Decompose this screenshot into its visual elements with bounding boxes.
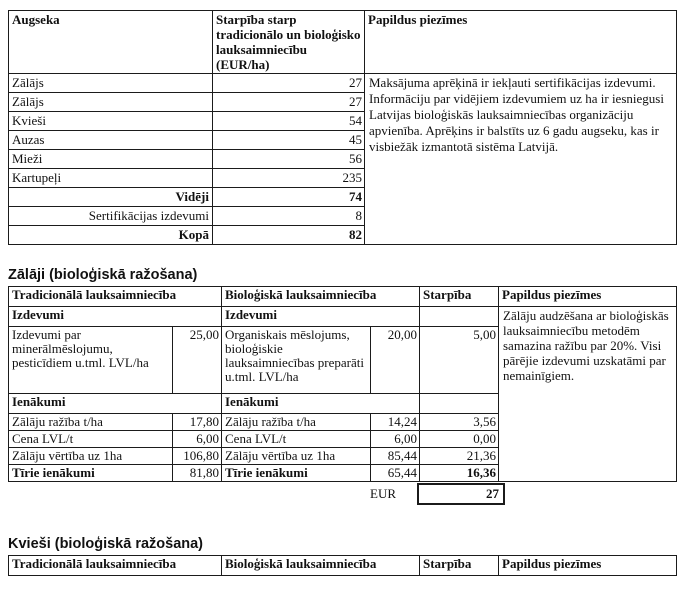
trad-col-header: Tradicionālā lauksaimniecība [9, 556, 222, 576]
crop-value: 27 [213, 93, 365, 112]
izdevumi-trad-label: Izdevumi [9, 307, 222, 327]
net-bio-label: Tīrie ienākumi [222, 465, 371, 482]
net-trad-value: 81,80 [173, 465, 222, 482]
eur-summary-row [8, 482, 676, 508]
total-value: 82 [213, 226, 365, 245]
value-bio-value: 85,44 [371, 448, 420, 465]
yield-bio-label: Zālāju ražība t/ha [222, 414, 371, 431]
net-diff-value: 16,36 [420, 465, 499, 482]
kviesi-header-row [9, 556, 677, 576]
augseka-col-header: Augseka [9, 11, 213, 74]
kviesi-table [8, 555, 677, 576]
eur-label: EUR [370, 486, 396, 501]
yield-trad-label: Zālāju ražība t/ha [9, 414, 173, 431]
crop-label: Zālājs [9, 74, 213, 93]
yield-diff-value: 3,56 [420, 414, 499, 431]
starpiba-col-header: Starpība [420, 287, 499, 307]
certification-label: Sertifikācijas izdevumi [9, 207, 213, 226]
crop-value: 235 [213, 169, 365, 188]
zalaji-header-row [9, 287, 677, 307]
price-diff-value: 0,00 [420, 431, 499, 448]
crop-value: 27 [213, 74, 365, 93]
crop-value: 45 [213, 131, 365, 150]
section-heading-kviesi: Kvieši (bioloģiskā ražošana) [8, 536, 204, 552]
ienakumi-bio-label: Ienākumi [222, 394, 420, 414]
net-bio-value: 65,44 [371, 465, 420, 482]
value-trad-value: 106,80 [173, 448, 222, 465]
crop-label: Auzas [9, 131, 213, 150]
piezimes-col-header: Papildus piezīmes [499, 287, 677, 307]
total-label: Kopā [9, 226, 213, 245]
bio-col-header: Bioloģiskā lauksaimniecība [222, 287, 420, 307]
value-trad-label: Zālāju vērtība uz 1ha [9, 448, 173, 465]
crop-value: 54 [213, 112, 365, 131]
augseka-notes: Maksājuma aprēķinā ir iekļauti sertifikācijas izdevumi. Informāciju par vidējiem izdevumiem uz ha ir iesniegusi Latvijas bioloģiskās lauksaimniecības organizāciju apvienība. Aprēķins ir balstīts uz 6 gadu augseku, kas ir visbiežāk izmantotā sistēma Latvijā. [365, 74, 677, 245]
empty-cell [420, 307, 499, 327]
yield-bio-value: 14,24 [371, 414, 420, 431]
crop-label: Mieži [9, 150, 213, 169]
expense-bio-value: 20,00 [371, 327, 420, 394]
izdevumi-row [9, 307, 677, 327]
trad-col-header: Tradicionālā lauksaimniecība [9, 287, 222, 307]
starpiba-col-header: Starpība starp tradicionālo un bioloģisko lauksaimniecību (EUR/ha) [213, 11, 365, 74]
zalaji-notes: Zālāju audzēšana ar bioloģiskās lauksaimniecību metodēm samazina ražību par 20%. Visi pārējie izdevumi uzskatāmi par nemainīgiem. [499, 307, 677, 482]
average-value: 74 [213, 188, 365, 207]
augseka-table [8, 10, 677, 245]
ienakumi-trad-label: Ienākumi [9, 394, 222, 414]
bio-col-header: Bioloģiskā lauksaimniecība [222, 556, 420, 576]
augseka-header-row [9, 11, 677, 74]
certification-value: 8 [213, 207, 365, 226]
value-diff-value: 21,36 [420, 448, 499, 465]
table-row [9, 74, 677, 93]
expense-bio-label: Organiskais mēslojums, bioloģiskie lauksaimniecības preparāti u.tml. LVL/ha [222, 327, 371, 394]
crop-value: 56 [213, 150, 365, 169]
yield-trad-value: 17,80 [173, 414, 222, 431]
price-trad-value: 6,00 [173, 431, 222, 448]
empty-cell [420, 394, 499, 414]
piezimes-col-header: Papildus piezīmes [365, 11, 677, 74]
eur-total-value: 27 [417, 483, 505, 505]
expense-trad-label: Izdevumi par minerālmēslojumu, pesticīdiem u.tml. LVL/ha [9, 327, 173, 394]
expense-trad-value: 25,00 [173, 327, 222, 394]
average-label: Vidēji [9, 188, 213, 207]
zalaji-table [8, 286, 677, 482]
net-trad-label: Tīrie ienākumi [9, 465, 173, 482]
piezimes-col-header: Papildus piezīmes [499, 556, 677, 576]
crop-label: Kartupeļi [9, 169, 213, 188]
izdevumi-bio-label: Izdevumi [222, 307, 420, 327]
starpiba-col-header: Starpība [420, 556, 499, 576]
crop-label: Kvieši [9, 112, 213, 131]
section-heading-zalaji: Zālāji (bioloģiskā ražošana) [8, 267, 198, 283]
crop-label: Zālājs [9, 93, 213, 112]
expense-diff-value: 5,00 [420, 327, 499, 394]
price-bio-value: 6,00 [371, 431, 420, 448]
price-bio-label: Cena LVL/t [222, 431, 371, 448]
value-bio-label: Zālāju vērtība uz 1ha [222, 448, 371, 465]
price-trad-label: Cena LVL/t [9, 431, 173, 448]
